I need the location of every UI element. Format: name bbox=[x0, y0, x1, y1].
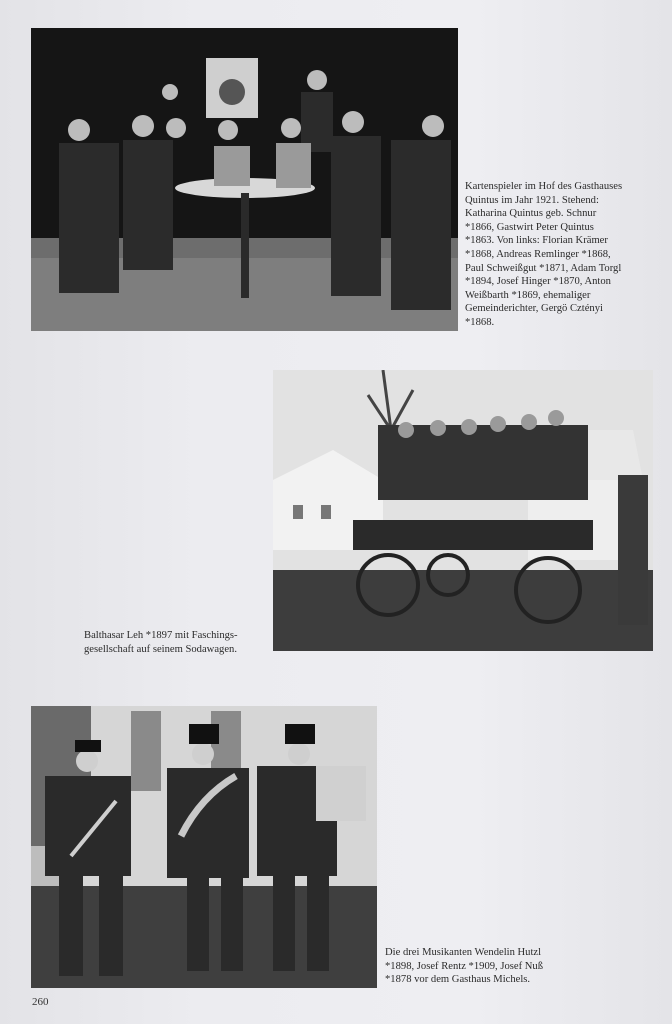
soda-wagon-caption: Balthasar Leh *1897 mit Faschings- gesellschaft auf seinem Sodawagen. bbox=[84, 630, 238, 655]
card-players-caption: Kartenspieler im Hof des Gasthauses Quintus im Jahr 1921. Stehend: Katharina Quintus geb. Schnur *1866, Gastwirt Peter Quintus *1863. Von links: Florian Krämer *1868, Andreas Remlinger *1868, Paul Schweißgut *1871, Adam Torgl *1894, Josef Hinger *1870, Anton Weißbarth *1869, ehemaliger Gemeinderichter, Gergö Cztényi *1868. bbox=[465, 181, 623, 328]
musicians-caption: Die drei Musikanten Wendelin Hutzl *1898, Josef Rentz *1909, Josef Nuß *1878 vor dem Gasthaus Michels. bbox=[385, 947, 544, 986]
page-number: 260 bbox=[32, 996, 49, 1008]
musicians-photo bbox=[31, 706, 377, 988]
card-players-photo bbox=[31, 28, 458, 331]
soda-wagon-photo bbox=[273, 370, 653, 651]
